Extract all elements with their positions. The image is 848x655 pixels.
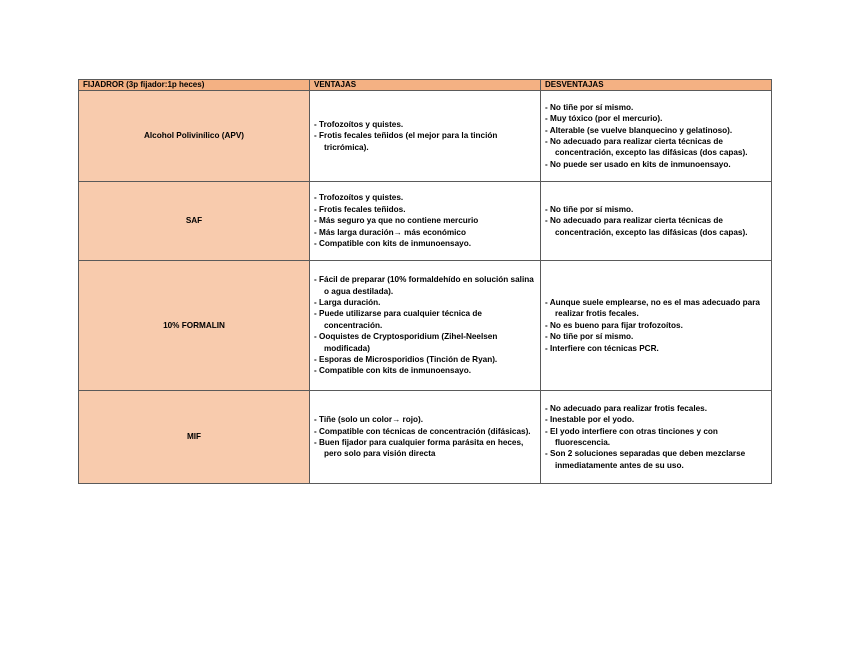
advantages-cell <box>310 391 541 484</box>
fixative-name: MIF <box>79 391 310 484</box>
list-item: - Buen fijador para cualquier forma parásita en heces, pero solo para visión directa <box>314 437 536 460</box>
list-item: - Frotis fecales teñidos. <box>314 204 536 215</box>
advantages-list <box>314 274 536 377</box>
header-advantages: VENTAJAS <box>310 80 541 91</box>
header-disadvantages: DESVENTAJAS <box>541 80 772 91</box>
list-item: - No adecuado para realizar frotis fecales. <box>545 403 767 414</box>
list-item: - No puede ser usado en kits de inmunoensayo. <box>545 159 767 170</box>
list-item: - Trofozoítos y quistes. <box>314 192 536 203</box>
header-fixative: FIJADROR (3p fijador:1p heces) <box>79 80 310 91</box>
list-item: - Tiñe (solo un color→ rojo). <box>314 414 536 425</box>
fixative-name: SAF <box>79 182 310 261</box>
list-item: - Compatible con kits de inmunoensayo. <box>314 238 536 249</box>
list-item: - Larga duración. <box>314 297 536 308</box>
advantages-list <box>314 192 536 249</box>
advantages-cell <box>310 261 541 391</box>
list-item: - Interfiere con técnicas PCR. <box>545 343 767 354</box>
list-item: - Ooquistes de Cryptosporidium (Zihel-Neelsen modificada) <box>314 331 536 354</box>
header-row <box>79 80 772 91</box>
list-item: - Aunque suele emplearse, no es el mas adecuado para realizar frotis fecales. <box>545 297 767 320</box>
disadvantages-list <box>545 403 767 471</box>
advantages-cell <box>310 182 541 261</box>
fixative-name: Alcohol Polivinílico (APV) <box>79 91 310 182</box>
disadvantages-cell <box>541 391 772 484</box>
disadvantages-cell <box>541 182 772 261</box>
list-item: - Muy tóxico (por el mercurio). <box>545 113 767 124</box>
fixatives-table <box>78 79 772 484</box>
list-item: - Compatible con técnicas de concentración (difásicas). <box>314 426 536 437</box>
list-item: - No adecuado para realizar cierta técnicas de concentración, excepto las difásicas (dos capas). <box>545 136 767 159</box>
disadvantages-list <box>545 204 767 238</box>
table-row <box>79 182 772 261</box>
table-row <box>79 391 772 484</box>
advantages-list <box>314 119 536 153</box>
disadvantages-cell <box>541 261 772 391</box>
list-item: - No es bueno para fijar trofozoítos. <box>545 320 767 331</box>
list-item: - Más seguro ya que no contiene mercurio <box>314 215 536 226</box>
list-item: - No tiñe por sí mismo. <box>545 331 767 342</box>
list-item: - No tiñe por sí mismo. <box>545 102 767 113</box>
list-item: - Fácil de preparar (10% formaldehído en solución salina o agua destilada). <box>314 274 536 297</box>
list-item: - Inestable por el yodo. <box>545 414 767 425</box>
list-item: - No adecuado para realizar cierta técnicas de concentración, excepto las difásicas (dos capas). <box>545 215 767 238</box>
list-item: - Frotis fecales teñidos (el mejor para la tinción tricrómica). <box>314 130 536 153</box>
disadvantages-list <box>545 102 767 170</box>
list-item: - Son 2 soluciones separadas que deben mezclarse inmediatamente antes de su uso. <box>545 448 767 471</box>
list-item: - No tiñe por sí mismo. <box>545 204 767 215</box>
fixative-name: 10% FORMALIN <box>79 261 310 391</box>
disadvantages-cell <box>541 91 772 182</box>
list-item: - Más larga duración→ más económico <box>314 227 536 238</box>
list-item: - Trofozoítos y quistes. <box>314 119 536 130</box>
list-item: - Esporas de Microsporidios (Tinción de Ryan). <box>314 354 536 365</box>
list-item: - Alterable (se vuelve blanquecino y gelatinoso). <box>545 125 767 136</box>
advantages-cell <box>310 91 541 182</box>
list-item: - Compatible con kits de inmunoensayo. <box>314 365 536 376</box>
list-item: - El yodo interfiere con otras tinciones y con fluorescencia. <box>545 426 767 449</box>
disadvantages-list <box>545 297 767 354</box>
table-row <box>79 91 772 182</box>
list-item: - Puede utilizarse para cualquier técnica de concentración. <box>314 308 536 331</box>
table-row <box>79 261 772 391</box>
advantages-list <box>314 414 536 460</box>
